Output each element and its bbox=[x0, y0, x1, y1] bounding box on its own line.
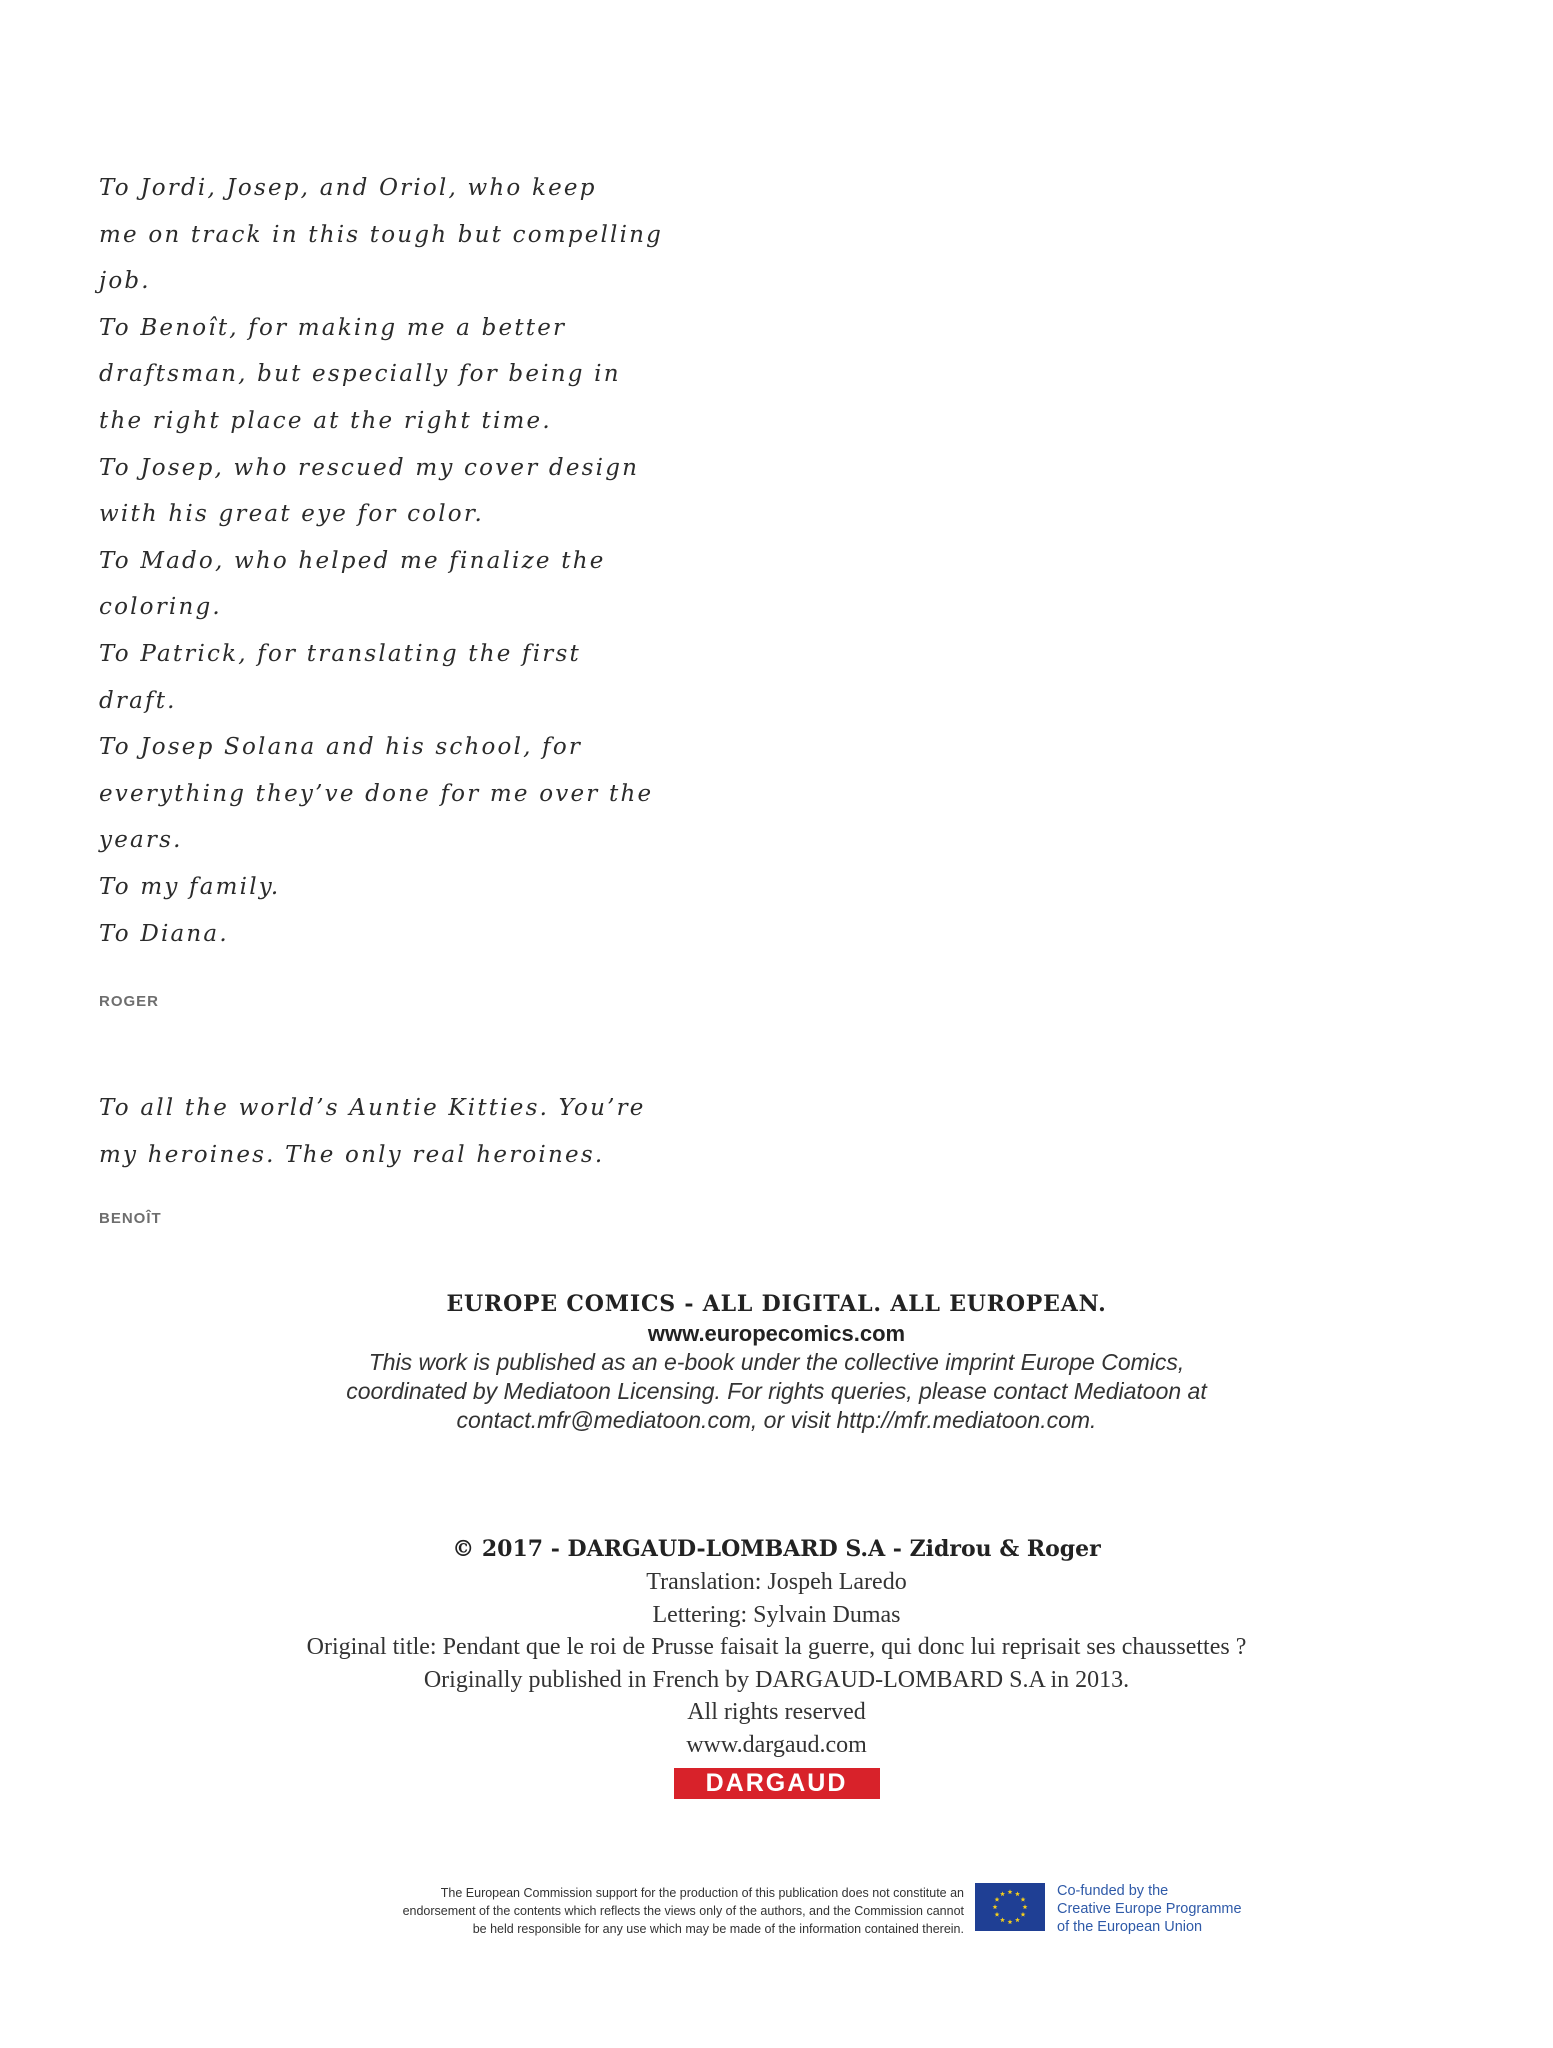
benoit-signature: BENOÎT bbox=[99, 1210, 162, 1227]
eu-disclaimer bbox=[300, 1884, 964, 1938]
benoit-dedication bbox=[99, 1085, 659, 1178]
eu-cofunded-text bbox=[1057, 1882, 1242, 1936]
eu-cofunded-line: Co-funded by the bbox=[1057, 1883, 1169, 1899]
eu-flag-icon bbox=[975, 1883, 1045, 1931]
dargaud-url[interactable]: www.dargaud.com bbox=[686, 1731, 867, 1758]
dedication-line: To Josep Solana and his school, for bbox=[99, 734, 583, 761]
dedication-line: job. bbox=[99, 268, 151, 295]
dedication-line: draftsman, but especially for being in bbox=[99, 361, 621, 388]
dedication-line: To my family. bbox=[99, 873, 281, 900]
dedication-line: To Diana. bbox=[99, 920, 229, 947]
eu-cofunded-line: Creative Europe Programme bbox=[1057, 1901, 1242, 1917]
dedication-line: the right place at the right time. bbox=[99, 407, 552, 434]
dedication-line: my heroines. The only real heroines. bbox=[99, 1141, 605, 1168]
copyright-title: © 2017 - DARGAUD-LOMBARD S.A - Zidrou & Roger bbox=[452, 1536, 1101, 1562]
dedication-line: To Jordi, Josep, and Oriol, who keep bbox=[99, 175, 597, 201]
dedication-line: To all the world’s Auntie Kitties. You’re bbox=[99, 1095, 646, 1121]
eu-disclaimer-line: endorsement of the contents which reflects the views only of the authors, and the Commission cannot bbox=[402, 1904, 964, 1918]
copyright-rights-reserved: All rights reserved bbox=[687, 1699, 866, 1726]
copyright-lettering: Lettering: Sylvain Dumas bbox=[652, 1601, 901, 1628]
dargaud-logo: DARGAUD bbox=[674, 1768, 880, 1799]
dedication-line: To Josep, who rescued my cover design bbox=[99, 454, 640, 481]
europe-comics-block bbox=[0, 1290, 1553, 1435]
copyright-translation: Translation: Jospeh Laredo bbox=[646, 1569, 907, 1595]
eu-disclaimer-line: be held responsible for any use which may be made of the information contained therein. bbox=[472, 1922, 964, 1936]
europe-comics-url[interactable]: www.europecomics.com bbox=[647, 1321, 906, 1346]
europe-comics-description-line: This work is published as an e-book under the collective imprint Europe Comics, bbox=[368, 1349, 1185, 1375]
dedication-line: everything they’ve done for me over the bbox=[99, 780, 654, 807]
roger-dedication bbox=[99, 165, 664, 957]
dedication-line: me on track in this tough but compelling bbox=[99, 221, 664, 248]
dedication-line: years. bbox=[99, 827, 183, 854]
europe-comics-title: EUROPE COMICS - ALL DIGITAL. ALL EUROPEAN. bbox=[446, 1291, 1107, 1317]
eu-disclaimer-line: The European Commission support for the production of this publication does not constitute an bbox=[440, 1886, 964, 1900]
dargaud-logo-wrap bbox=[0, 1768, 1553, 1799]
dedication-line: with his great eye for color. bbox=[99, 501, 484, 528]
europe-comics-description-line: contact.mfr@mediatoon.com, or visit http://mfr.mediatoon.com. bbox=[456, 1407, 1097, 1433]
europe-comics-description-line: coordinated by Mediatoon Licensing. For rights queries, please contact Mediatoon at bbox=[346, 1378, 1207, 1404]
dedication-line: To Mado, who helped me finalize the bbox=[99, 547, 606, 574]
dedication-line: draft. bbox=[99, 687, 177, 714]
copyright-original-title: Original title: Pendant que le roi de Prusse faisait la guerre, qui donc lui reprisait ses chaussettes ? bbox=[306, 1634, 1247, 1661]
eu-cofunded-line: of the European Union bbox=[1057, 1919, 1203, 1935]
copyright-block bbox=[0, 1533, 1553, 1799]
copyright-original-publication: Originally published in French by DARGAUD-LOMBARD S.A in 2013. bbox=[423, 1666, 1130, 1693]
roger-signature: ROGER bbox=[99, 993, 160, 1010]
dedication-line: To Benoît, for making me a better bbox=[99, 314, 567, 341]
dedication-line: To Patrick, for translating the first bbox=[99, 640, 581, 667]
dedication-line: coloring. bbox=[99, 594, 222, 621]
